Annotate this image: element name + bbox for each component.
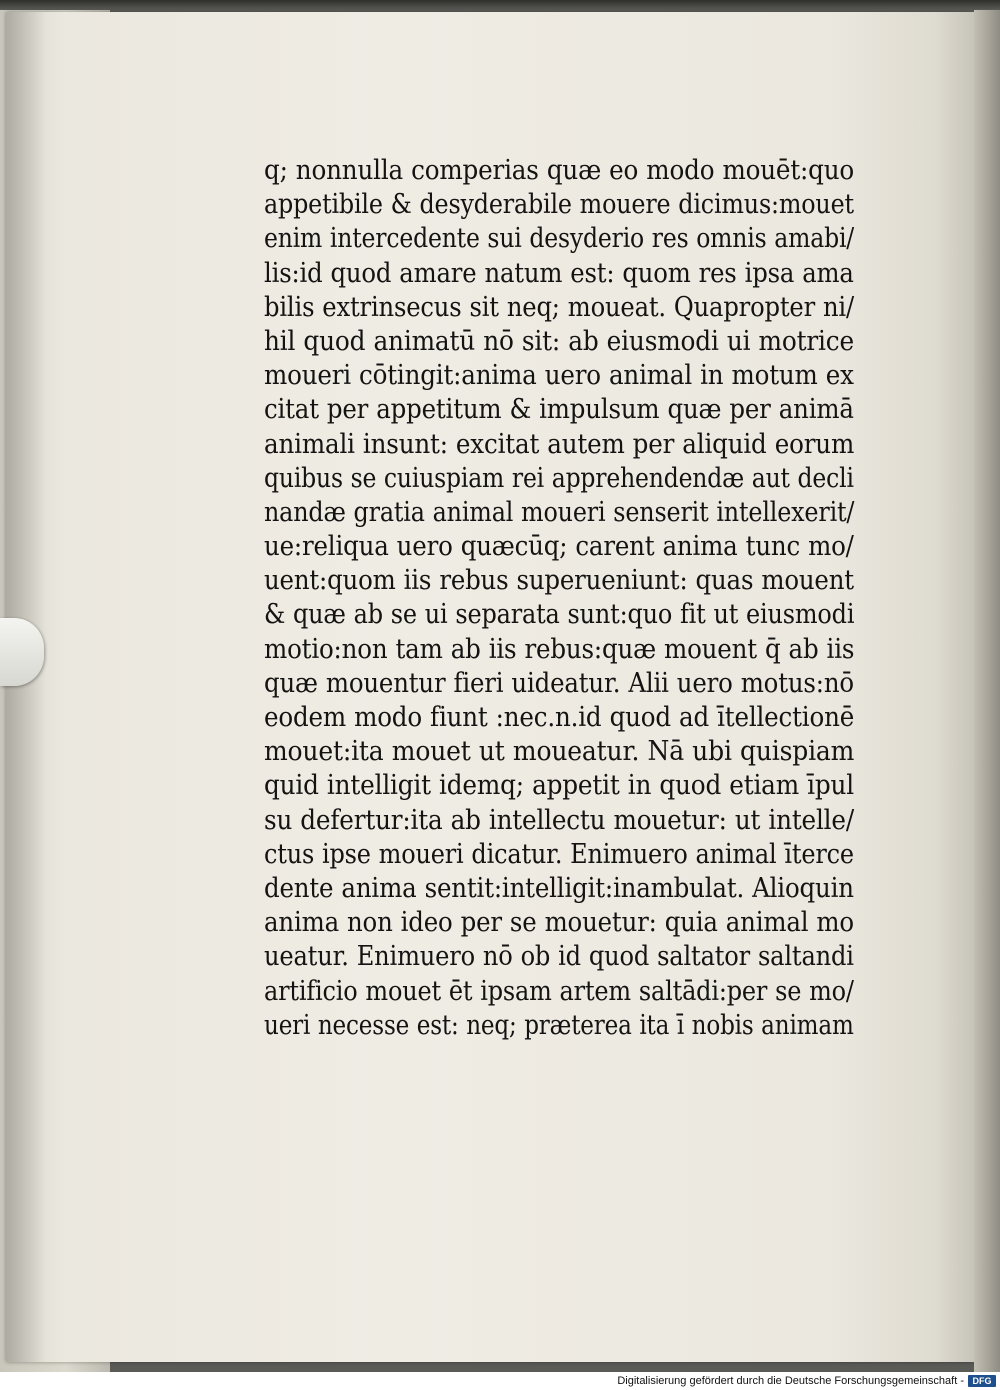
text-line: anima non ideo per se mouetur: quia animal mo — [264, 907, 854, 939]
text-line: animali insunt: excitat autem per aliquid eorum — [264, 428, 855, 460]
gutter-shadow — [6, 12, 46, 1362]
body-text — [264, 154, 854, 1043]
text-line: su defertur:ita ab intellectu mouetur: ut intelle/ — [264, 804, 854, 836]
text-line: moueri cōtingit:anima uero animal in motum ex — [264, 360, 854, 392]
text-line: artificio mouet ēt ipsam artem saltādi:per se mo/ — [264, 975, 854, 1007]
text-line: lis:id quod amare natum est: quom res ipsa ama — [264, 257, 854, 289]
text-line: enim intercedente sui desyderio res omnis amabi/ — [264, 223, 855, 255]
text-line: ue:reliqua uero quæcūq; carent anima tunc mo/ — [264, 531, 854, 563]
text-line: ctus ipse moueri dicatur. Enimuero animal īterce — [264, 838, 854, 870]
text-line: hil quod animatū nō sit: ab eiusmodi ui motrice — [264, 325, 854, 357]
text-line: nandæ gratia animal moueri senserit intellexerit/ — [264, 496, 855, 528]
text-line: citat per appetitum & impulsum quæ per animā — [264, 394, 854, 426]
text-line: mouet:ita mouet ut moueatur. Nā ubi quispiam — [264, 736, 855, 768]
text-line: q; nonnulla comperias quæ eo modo mouēt:quo — [264, 155, 855, 186]
text-line: dente anima sentit:intelligit:inambulat. Alioquin — [264, 872, 854, 904]
text-line: uent:quom iis rebus superueniunt: quas mouent — [264, 565, 854, 597]
dfg-logo: DFG — [968, 1375, 996, 1387]
text-line: ueatur. Enimuero nō ob id quod saltator saltandi — [264, 941, 854, 973]
page-right-edge — [974, 10, 1000, 1372]
text-line: appetibile & desyderabile mouere dicimus:mouet — [264, 189, 854, 221]
text-line: quibus se cuiuspiam rei apprehendendæ aut decli — [264, 462, 854, 494]
footer-credit-text: Digitalisierung gefördert durch die Deutsche Forschungsgemeinschaft - — [617, 1375, 964, 1387]
text-line: bilis extrinsecus sit neq; moueat. Quapropter ni/ — [264, 291, 854, 323]
text-line: & quæ ab se ui separata sunt:quo fit ut eiusmodi — [264, 599, 855, 631]
digitization-footer — [0, 1372, 1000, 1390]
text-line: quæ mouentur fieri uideatur. Alii uero motus:nō — [264, 667, 854, 699]
text-line: motio:non tam ab iis rebus:quæ mouent q̄ ab iis — [264, 633, 855, 665]
text-line: ueri necesse est: neq; præterea ita ī nobis animam — [264, 1009, 854, 1041]
text-line: quid intelligit idemq; appetit in quod etiam īpul — [264, 770, 855, 802]
text-line: eodem modo fiunt :nec.n.id quod ad ītellectionē — [264, 702, 855, 733]
